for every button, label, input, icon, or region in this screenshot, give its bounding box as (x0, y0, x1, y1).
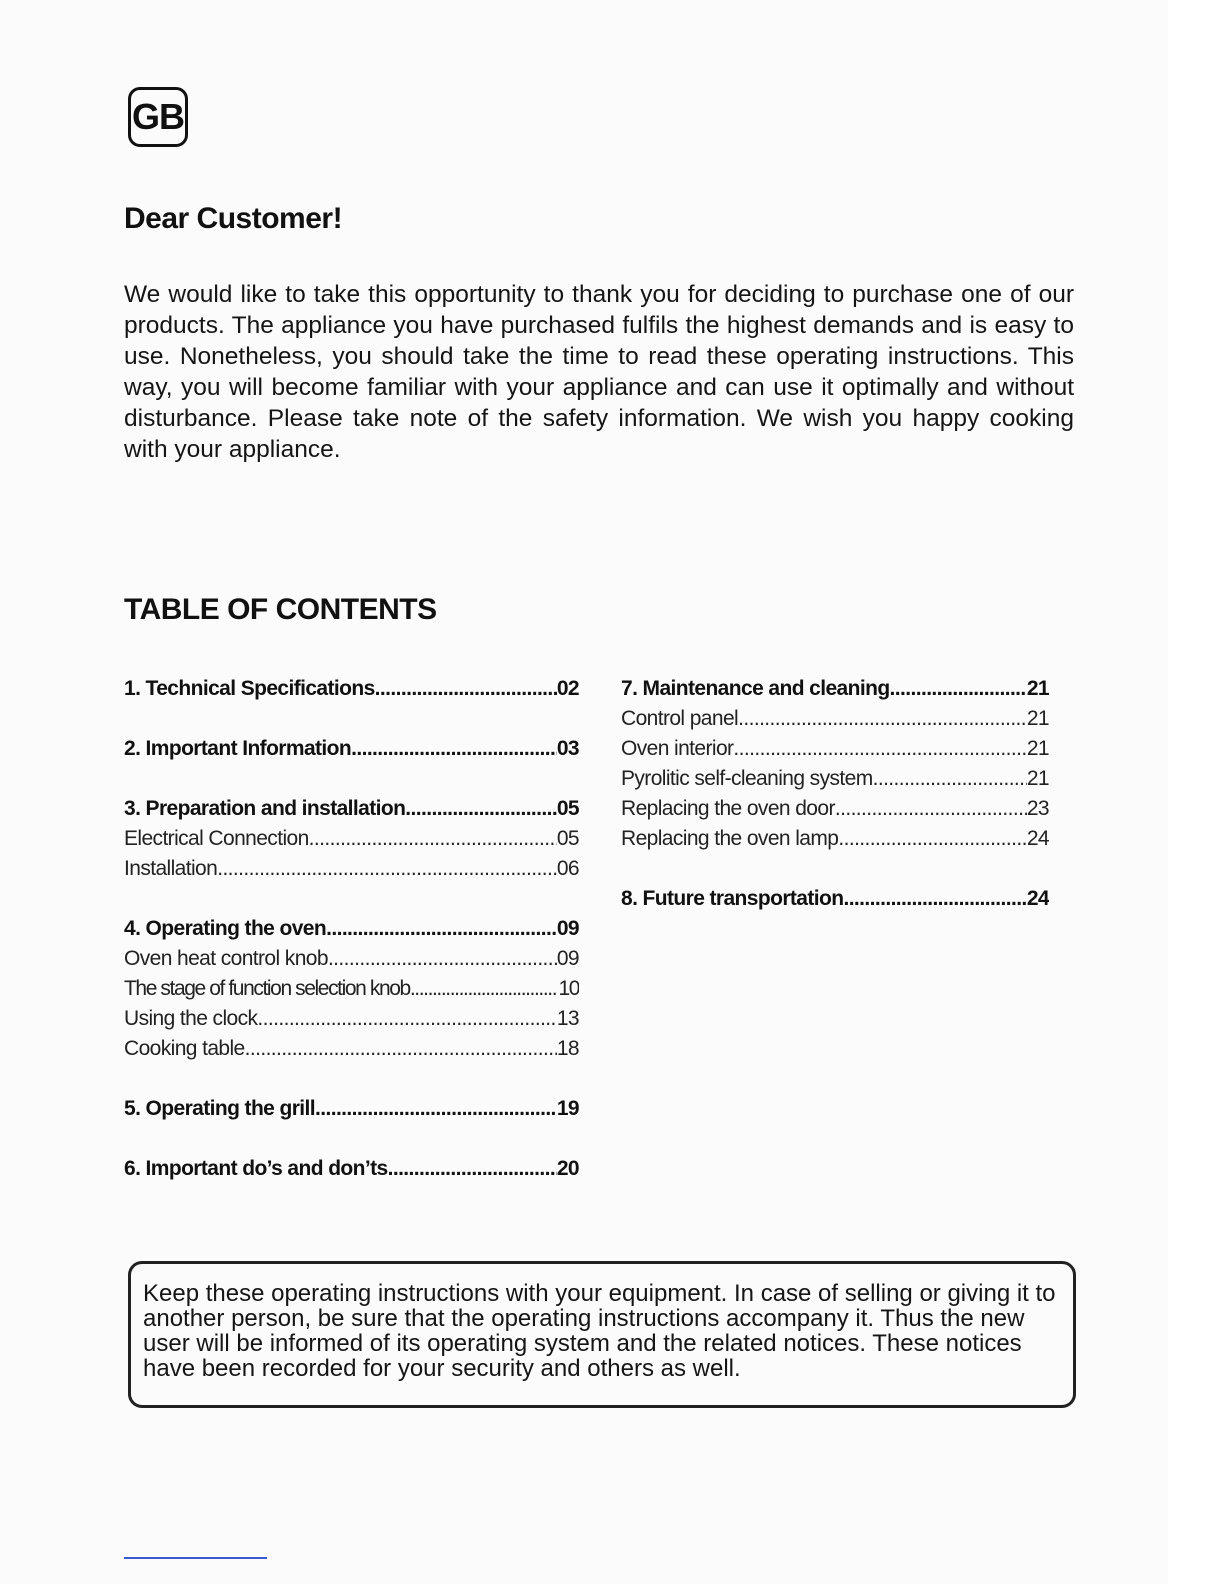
toc-entry-page: 06 (556, 857, 579, 880)
toc-entry-page: 09 (556, 947, 579, 970)
toc-leader-dots (835, 794, 1027, 824)
toc-leader-dots (309, 824, 557, 854)
toc-entry-title: 4. Operating the oven (124, 917, 327, 940)
toc-entry[interactable] (124, 1094, 579, 1124)
toc-subentry[interactable] (124, 854, 579, 884)
toc-heading: TABLE OF CONTENTS (124, 593, 437, 626)
toc-leader-dots (328, 944, 557, 974)
toc-entry[interactable] (124, 794, 579, 824)
toc-leader-dots (315, 1094, 557, 1124)
toc-entry-title: Installation (124, 857, 218, 880)
toc-leader-dots (217, 854, 557, 884)
toc-leader-dots (326, 914, 557, 944)
toc-entry-title: 1. Technical Specifications (124, 677, 375, 700)
toc-entry[interactable] (124, 674, 579, 704)
toc-leader-dots (410, 974, 559, 1004)
toc-entry[interactable] (124, 734, 579, 764)
toc-subentry[interactable] (621, 734, 1049, 764)
toc-subentry[interactable] (621, 824, 1049, 854)
language-badge: GB (128, 87, 188, 147)
toc-leader-dots (245, 1034, 557, 1064)
toc-entry-title: Replacing the oven door (621, 797, 835, 820)
toc-entry-title: 7. Maintenance and cleaning (621, 677, 890, 700)
toc-leader-dots (351, 734, 557, 764)
toc-entry-page: 03 (556, 737, 579, 760)
toc-entry-page: 21 (1026, 707, 1049, 730)
toc-entry-page: 05 (556, 797, 579, 820)
toc-entry-title: Oven heat control knob (124, 947, 328, 970)
toc-entry-page: 05 (556, 827, 579, 850)
toc-entry-title: 6. Important do’s and don’ts (124, 1157, 388, 1180)
toc-subentry[interactable] (124, 1034, 579, 1064)
toc-subentry[interactable] (621, 704, 1049, 734)
toc-leader-dots (738, 704, 1027, 734)
toc-entry-page: 10 (558, 977, 579, 1000)
toc-entry-page: 09 (556, 917, 579, 940)
toc-entry-title: The stage of function selection knob (124, 977, 410, 1000)
toc-entry-title: Using the clock (124, 1007, 258, 1030)
toc-entry-page: 21 (1026, 767, 1049, 790)
page-margin-strip (1168, 0, 1224, 1584)
toc-subentry[interactable] (124, 824, 579, 854)
toc-subentry[interactable] (124, 944, 579, 974)
notice-text: Keep these operating instructions with your equipment. In case of selling or giving it to another person, be sure that the operating instructions accompany it. Thus the new user will be informed of its operating system and the related notices. These notices have been recorded for your security and others as well. (143, 1280, 1056, 1382)
toc-entry-title: 2. Important Information (124, 737, 352, 760)
toc-leader-dots (257, 1004, 556, 1034)
toc-leader-dots (843, 884, 1026, 914)
toc-leader-dots (838, 824, 1026, 854)
toc-entry-page: 21 (1026, 737, 1049, 760)
greeting-heading: Dear Customer! (124, 202, 343, 235)
toc-entry[interactable] (124, 914, 579, 944)
toc-entry-title: Replacing the oven lamp (621, 827, 839, 850)
toc-entry-page: 23 (1026, 797, 1049, 820)
toc-entry[interactable] (621, 674, 1049, 704)
toc-entry-title: 8. Future transportation (621, 887, 844, 910)
toc-leader-dots (388, 1154, 557, 1184)
toc-entry-title: Electrical Connection (124, 827, 309, 850)
toc-entry-title: Cooking table (124, 1037, 245, 1060)
toc-entry-page: 24 (1026, 887, 1049, 910)
toc-entry-title: Control panel (621, 707, 739, 730)
toc-leader-dots (873, 764, 1027, 794)
toc-entry-title: Oven interior (621, 737, 734, 760)
toc-leader-dots (733, 734, 1026, 764)
toc-entry-page: 21 (1026, 677, 1049, 700)
toc-entry-page: 13 (556, 1007, 579, 1030)
toc-right-column (621, 674, 1049, 914)
toc-leader-dots (405, 794, 557, 824)
toc-subentry[interactable] (124, 974, 579, 1004)
toc-leader-dots (375, 674, 557, 704)
footer-rule (124, 1557, 267, 1559)
toc-left-column (124, 674, 579, 1184)
toc-entry-title: 3. Preparation and installation (124, 797, 406, 820)
toc-entry-page: 20 (556, 1157, 579, 1180)
toc-subentry[interactable] (124, 1004, 579, 1034)
toc-entry-page: 19 (556, 1097, 579, 1120)
toc-entry-page: 02 (556, 677, 579, 700)
toc-entry-title: 5. Operating the grill (124, 1097, 315, 1120)
toc-entry-page: 24 (1026, 827, 1049, 850)
notice-box (128, 1261, 1076, 1408)
toc-subentry[interactable] (621, 794, 1049, 824)
intro-paragraph: We would like to take this opportunity to thank you for deciding to purchase one of our products. The appliance you have purchased fulfils the highest demands and is easy to use. Nonetheless, you should take the time to read these operating instructions. This way, you will become familiar with your appliance and can use it optimally and without disturbance. Please take note of the safety information. We wish you happy cooking with your appliance. (124, 281, 1074, 463)
toc-entry-page: 18 (556, 1037, 579, 1060)
toc-entry[interactable] (124, 1154, 579, 1184)
toc-leader-dots (890, 674, 1027, 704)
toc-subentry[interactable] (621, 764, 1049, 794)
toc-entry[interactable] (621, 884, 1049, 914)
toc-entry-title: Pyrolitic self-cleaning system (621, 767, 873, 790)
